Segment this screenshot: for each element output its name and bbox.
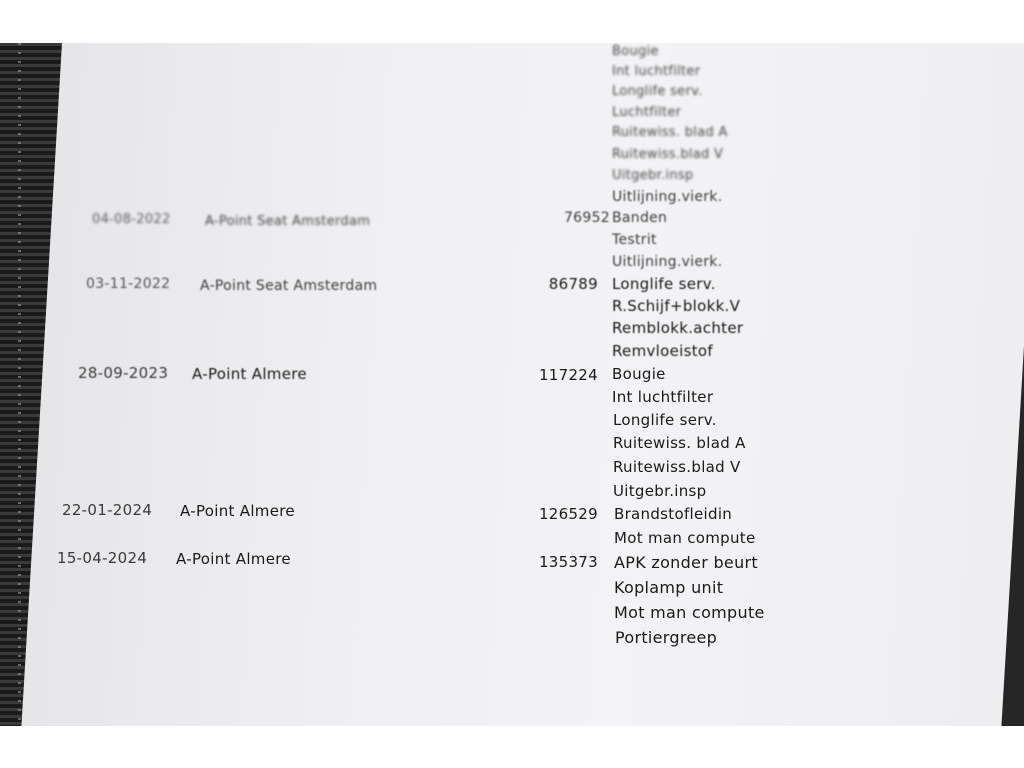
work-item: Ruitewiss.blad V — [613, 458, 741, 476]
work-item: Int luchtfilter — [612, 64, 701, 79]
row-km: 76952 — [563, 210, 610, 226]
work-item: Uitgebr.insp — [613, 482, 707, 500]
work-item: Ruitewiss. blad A — [613, 434, 746, 452]
row-date: 04-08-2022 — [92, 212, 171, 227]
row-date: 28-09-2023 — [78, 364, 169, 382]
row-date: 22-01-2024 — [62, 501, 153, 519]
row-km: 126529 — [538, 505, 598, 523]
row-dealer: A-Point Almere — [176, 550, 291, 568]
row-date: 15-04-2024 — [57, 549, 148, 567]
work-item: Testrit — [612, 232, 657, 248]
work-item: Longlife serv. — [613, 411, 717, 429]
row-date: 03-11-2022 — [86, 276, 171, 292]
work-item: Bougie — [612, 44, 659, 59]
work-item: Luchtfilter — [612, 105, 682, 120]
document-photo — [0, 43, 1024, 726]
work-item: Bougie — [612, 365, 666, 383]
work-item: R.Schijf+blokk.V — [612, 297, 741, 315]
work-item: Uitlijning.vierk. — [612, 189, 723, 205]
work-item: Remvloeistof — [612, 342, 713, 360]
work-item: Mot man compute — [614, 603, 765, 622]
work-item: Remblokk.achter — [612, 319, 744, 337]
row-dealer: A-Point Seat Amsterdam — [200, 278, 378, 294]
work-item: Portiergreep — [615, 628, 718, 647]
work-item: Uitlijning.vierk. — [612, 254, 723, 270]
work-item: Koplamp unit — [614, 578, 724, 597]
work-item: Banden — [612, 210, 668, 226]
work-item: Ruitewiss.blad V — [612, 147, 724, 162]
row-dealer: A-Point Seat Amsterdam — [205, 214, 371, 229]
row-dealer: A-Point Almere — [192, 365, 307, 383]
work-item: Ruitewiss. blad A — [612, 125, 728, 140]
work-item: APK zonder beurt — [614, 553, 758, 572]
work-item: Brandstofleidin — [614, 505, 733, 523]
work-item: Longlife serv. — [612, 275, 716, 293]
row-km: 117224 — [538, 366, 598, 384]
work-item: Uitgebr.insp — [612, 168, 694, 183]
service-history-table — [0, 43, 1024, 726]
row-dealer: A-Point Almere — [180, 502, 295, 520]
row-km: 135373 — [538, 553, 598, 571]
work-item: Int luchtfilter — [612, 388, 714, 406]
work-item: Mot man compute — [614, 529, 756, 547]
work-item: Longlife serv. — [612, 84, 703, 99]
row-km: 86789 — [548, 275, 598, 293]
